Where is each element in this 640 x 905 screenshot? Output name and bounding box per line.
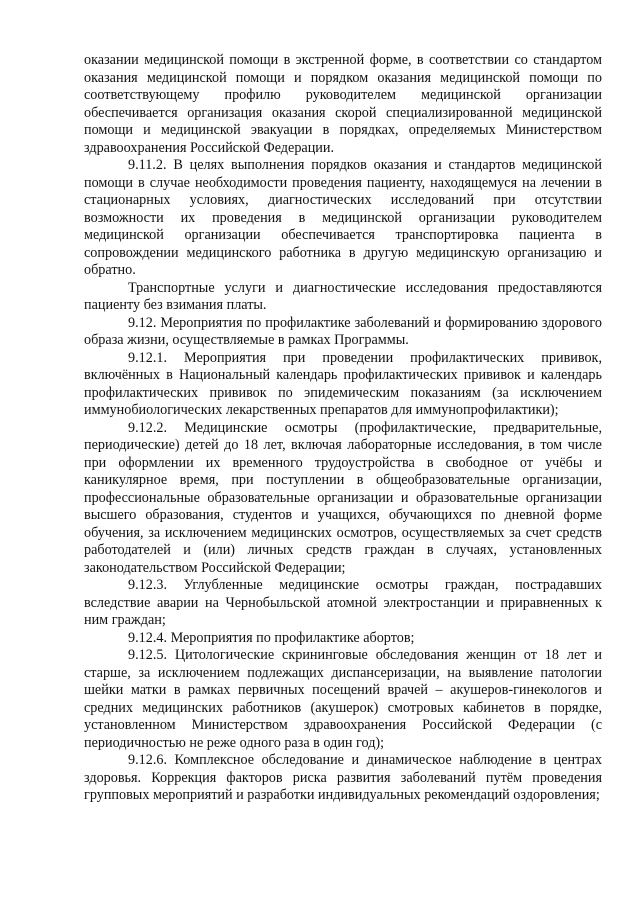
paragraph-emergency-care-continuation: оказании медицинской помощи в экстренной форме, в соответствии со стандартом оказания медицинской помощи и порядком оказания медицинской помощи по соответствующему профилю руководителем медицинской организации обеспечивается организация оказания скорой специализированной медицинской помощи и медицинской эвакуации в порядках, определяемых Министерством здравоохранения Российской Федерации. xyxy=(84,52,602,156)
paragraph-9-12-3: 9.12.3. Углубленные медицинские осмотры граждан, пострадавших вследствие аварии на Чернобыльской атомной электростанции и приравненных к ним граждан; xyxy=(84,577,602,628)
paragraph-9-11-2: 9.11.2. В целях выполнения порядков оказания и стандартов медицинской помощи в случае необходимости проведения пациенту, находящемуся на лечении в стационарных условиях, диагностических исследований при отсутствии возможности их проведения в медицинской организации руководителем медицинской организации обеспечивается транспортировка пациента в сопровождении медицинского работника в другую медицинскую организацию и обратно. xyxy=(84,157,602,278)
paragraph-9-12: 9.12. Мероприятия по профилактике заболеваний и формированию здорового образа жизни, осуществляемые в рамках Программы. xyxy=(84,314,602,348)
paragraph-9-12-2: 9.12.2. Медицинские осмотры (профилактические, предварительные, периодические) детей до 18 лет, включая лабораторные исследования, в том числе при оформлении их временного трудоустройства в свободное от учёбы и каникулярное время, при поступлении в общеобразовательные организации, профессиональные образовательные организации и образовательные организации высшего образования, студентов и учащихся, обучающихся по дневной форме обучения, за исключением медицинских осмотров, осуществляемых за счет средств работодателей и (или) личных средств граждан в случаях, установленных законодательством Российской Федерации; xyxy=(84,419,602,576)
paragraph-transport-free: Транспортные услуги и диагностические исследования предоставляются пациенту без взимания платы. xyxy=(84,279,602,313)
paragraph-9-12-4: 9.12.4. Мероприятия по профилактике абортов; xyxy=(128,629,415,646)
paragraph-9-12-1: 9.12.1. Мероприятия при проведении профилактических прививок, включённых в Национальный календарь профилактических прививок и календарь профилактических прививок по эпидемическим показаниям (за исключением иммунобиологических лекарственных препаратов для иммунопрофилактики); xyxy=(84,349,602,418)
paragraph-9-12-6: 9.12.6. Комплексное обследование и динамическое наблюдение в центрах здоровья. Коррекция факторов риска развития заболеваний путём проведения групповых мероприятий и разработки индивидуальных рекомендаций оздоровления; xyxy=(84,752,602,803)
document-page xyxy=(84,52,602,805)
paragraph-9-12-5: 9.12.5. Цитологические скрининговые обследования женщин от 18 лет и старше, за исключением подлежащих диспансеризации, на выявление патологии шейки матки в рамках первичных посещений врачей – акушеров-гинекологов и средних медицинских работников (акушерок) смотровых кабинетов в порядке, установленном Министерством здравоохранения Российской Федерации (с периодичностью не реже одного раза в один год); xyxy=(84,647,602,751)
